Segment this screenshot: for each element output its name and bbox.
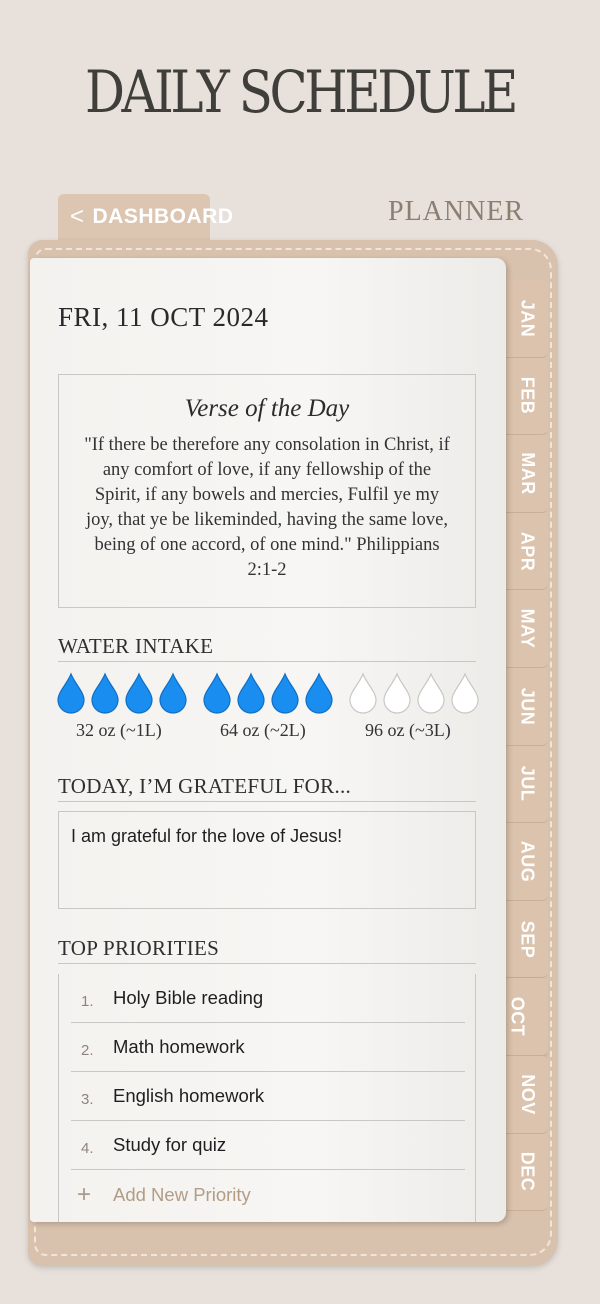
- priority-text: Holy Bible reading: [113, 987, 264, 1008]
- water-label-2: 64 oz (~2L): [220, 720, 306, 740]
- month-tab-nov[interactable]: [506, 1056, 548, 1134]
- month-tab-label: FEB: [517, 377, 538, 415]
- plus-icon: +: [77, 1180, 92, 1208]
- water-drop-filled-icon[interactable]: [90, 672, 120, 714]
- month-tab-label: JAN: [517, 299, 538, 338]
- add-priority-button[interactable]: [71, 1170, 465, 1219]
- priorities-list: [58, 974, 476, 1222]
- month-tab-label: MAY: [517, 608, 538, 649]
- page-title: DAILY SCHEDULE: [84, 58, 516, 126]
- water-drop-filled-icon[interactable]: [304, 672, 334, 714]
- water-intake-heading: WATER INTAKE: [58, 634, 476, 662]
- water-drop-empty-icon[interactable]: [382, 672, 412, 714]
- water-drop-empty-icon[interactable]: [450, 672, 480, 714]
- water-labels: [30, 720, 506, 746]
- water-drop-empty-icon[interactable]: [348, 672, 378, 714]
- planner-page: [30, 258, 506, 1222]
- grateful-input[interactable]: I am grateful for the love of Jesus!: [58, 811, 476, 909]
- water-drop-empty-icon[interactable]: [416, 672, 446, 714]
- month-tab-label: OCT: [507, 996, 528, 1037]
- date-heading: FRI, 11 OCT 2024: [58, 302, 269, 332]
- water-drop-filled-icon[interactable]: [202, 672, 232, 714]
- month-tab-label: MAR: [517, 452, 538, 495]
- month-tab-jun[interactable]: [506, 668, 548, 746]
- month-tab-apr[interactable]: [506, 513, 548, 591]
- status-bar-area: [0, 0, 600, 44]
- priority-item-1[interactable]: [71, 974, 465, 1023]
- priority-text: English homework: [113, 1085, 265, 1106]
- month-tab-label: SEP: [517, 920, 538, 958]
- month-tab-label: NOV: [517, 1073, 538, 1115]
- month-tab-may[interactable]: [506, 590, 548, 668]
- water-drop-filled-icon[interactable]: [56, 672, 86, 714]
- month-tab-dec[interactable]: [506, 1134, 548, 1212]
- priority-text: Math homework: [113, 1036, 245, 1057]
- priority-text: Study for quiz: [113, 1134, 227, 1155]
- priority-number: 1.: [81, 992, 94, 1010]
- water-drops: [56, 672, 480, 716]
- month-tab-label: APR: [517, 531, 538, 571]
- water-drop-filled-icon[interactable]: [158, 672, 188, 714]
- water-drop-filled-icon[interactable]: [270, 672, 300, 714]
- month-tab-aug[interactable]: [506, 823, 548, 901]
- verse-of-the-day-card: [58, 374, 476, 608]
- grateful-heading: TODAY, I’M GRATEFUL FOR...: [58, 774, 476, 802]
- month-tab-label: JUN: [517, 687, 538, 726]
- water-drop-filled-icon[interactable]: [124, 672, 154, 714]
- priority-number: 2.: [81, 1041, 94, 1059]
- priority-number: 4.: [81, 1139, 94, 1157]
- water-drop-filled-icon[interactable]: [236, 672, 266, 714]
- planner-label: PLANNER: [388, 196, 525, 227]
- priority-item-3[interactable]: [71, 1072, 465, 1121]
- priority-number: 3.: [81, 1090, 94, 1108]
- verse-title: Verse of the Day: [184, 395, 350, 422]
- priority-item-4[interactable]: [71, 1121, 465, 1170]
- water-label-3: 96 oz (~3L): [365, 720, 451, 740]
- month-tab-label: DEC: [517, 1152, 538, 1192]
- month-tab-mar[interactable]: [506, 435, 548, 513]
- verse-text: "If there be therefore any consolation in Christ, if any comfort of love, if any fellowship of the Spirit, if any bowels and mercies, Fulfil ye my joy, that ye be likeminded, having the same love, being of one accord, of one mind." Philippians 2:1-2: [84, 435, 450, 580]
- dashboard-back-button[interactable]: [58, 194, 234, 240]
- dashboard-label: DASHBOARD: [92, 205, 234, 228]
- month-tab-label: JUL: [517, 766, 538, 802]
- month-tab-sep[interactable]: [506, 901, 548, 979]
- month-tabs: [506, 280, 548, 1211]
- add-priority-label: Add New Priority: [113, 1183, 251, 1205]
- month-tab-label: AUG: [517, 840, 538, 883]
- priorities-heading: TOP PRIORITIES: [58, 936, 476, 964]
- month-tab-feb[interactable]: [506, 358, 548, 436]
- month-tab-jan[interactable]: [506, 280, 548, 358]
- month-tab-jul[interactable]: [506, 746, 548, 824]
- chevron-left-icon: <: [70, 203, 85, 230]
- water-label-1: 32 oz (~1L): [76, 720, 162, 740]
- priority-item-2[interactable]: [71, 1023, 465, 1072]
